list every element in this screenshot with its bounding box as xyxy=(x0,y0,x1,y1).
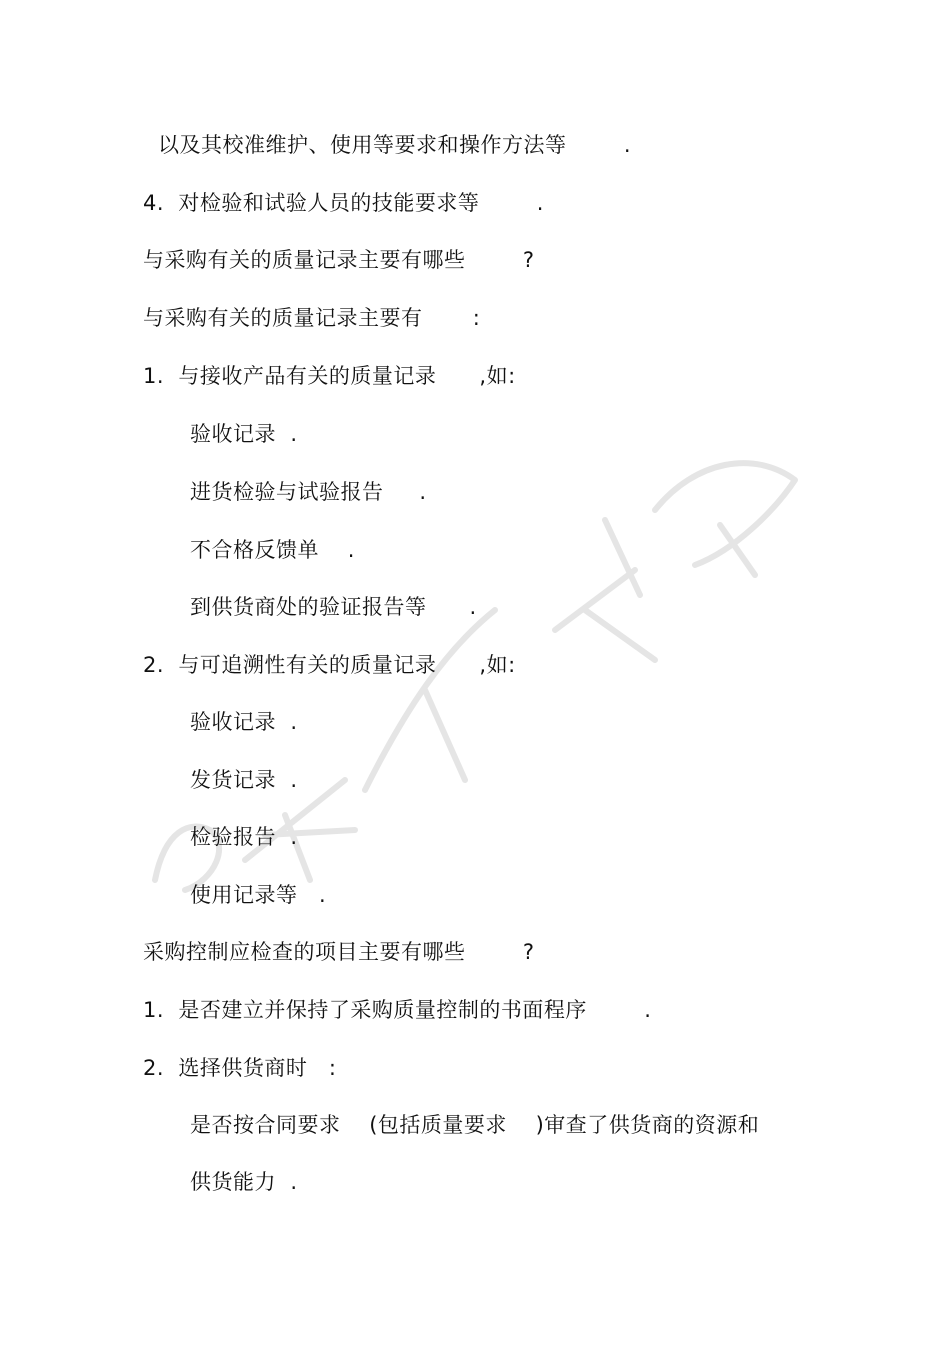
body-line-8: 不合格反馈单 . xyxy=(190,538,355,562)
body-line-7: 进货检验与试验报告 . xyxy=(190,480,427,504)
body-line-3: 与采购有关的质量记录主要有哪些 ? xyxy=(143,248,535,272)
body-line-14: 使用记录等 . xyxy=(190,883,327,907)
body-line-17: 2. 选择供货商时 : xyxy=(143,1056,337,1080)
body-line-15: 采购控制应检查的项目主要有哪些 ? xyxy=(143,940,535,964)
body-line-12: 发货记录 . xyxy=(190,768,298,792)
body-line-5: 1. 与接收产品有关的质量记录 ,如: xyxy=(143,364,516,388)
body-line-16: 1. 是否建立并保持了采购质量控制的书面程序 . xyxy=(143,998,652,1022)
body-line-1: 以及其校准维护、使用等要求和操作方法等 . xyxy=(158,133,632,157)
body-line-9: 到供货商处的验证报告等 . xyxy=(190,595,477,619)
body-line-10: 2. 与可追溯性有关的质量记录 ,如: xyxy=(143,653,516,677)
body-line-11: 验收记录 . xyxy=(190,710,298,734)
body-line-6: 验收记录 . xyxy=(190,422,298,446)
body-line-19: 供货能力 . xyxy=(190,1170,298,1194)
body-line-2: 4. 对检验和试验人员的技能要求等 . xyxy=(143,191,544,215)
body-line-4: 与采购有关的质量记录主要有 : xyxy=(143,306,481,330)
body-line-13: 检验报告 . xyxy=(190,825,298,849)
body-line-18: 是否按合同要求 (包括质量要求 )审查了供货商的资源和 xyxy=(190,1113,760,1137)
